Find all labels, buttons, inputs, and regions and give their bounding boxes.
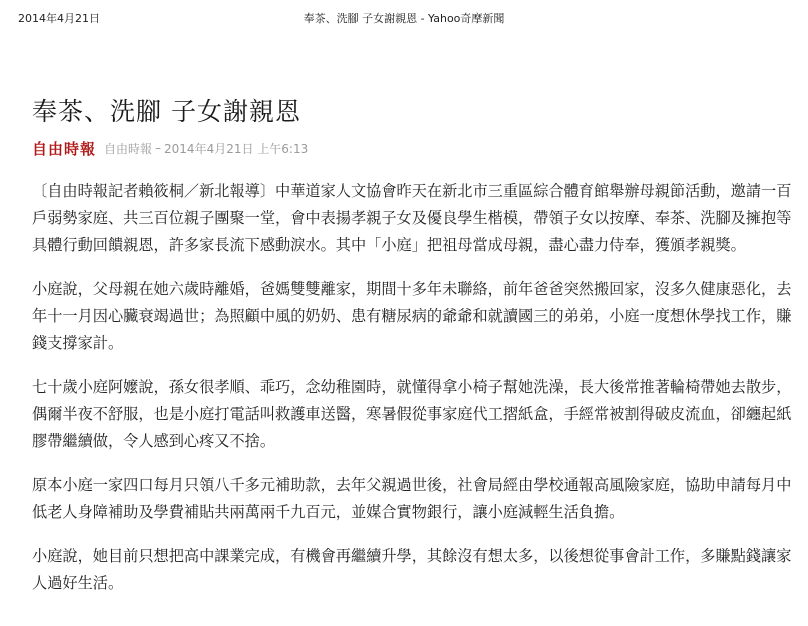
article-paragraph: 七十歲小庭阿嬤說，孫女很孝順、乖巧，念幼稚園時，就懂得拿小椅子幫她洗澡，長大後常推著輪椅帶她去散步，偶爾半夜不舒服，也是小庭打電話叫救護車送醫，寒暑假從事家庭代工摺紙盒，手經常被割得破皮流血，卻纏起紙膠帶繼續做，令人感到心疼又不捨。 bbox=[32, 378, 792, 450]
byline-source: 自由時報 bbox=[104, 141, 153, 156]
print-header bbox=[0, 6, 808, 24]
article bbox=[32, 94, 792, 614]
source-logo: 自由時報 bbox=[32, 139, 97, 158]
article-paragraph: 小庭說，父母親在她六歲時離婚，爸媽雙雙離家，期間十多年未聯絡，前年爸爸突然搬回家，沒多久健康惡化，去年十一月因心臟衰竭過世；為照顧中風的奶奶、患有糖尿病的爺爺和就讀國三的弟弟，小庭一度想休學找工作，賺錢支撐家計。 bbox=[32, 280, 792, 352]
article-paragraph: 小庭說，她目前只想把高中課業完成，有機會再繼續升學，其餘沒有想太多，以後想從事會計工作，多賺點錢讓家人過好生活。 bbox=[32, 547, 792, 592]
article-headline: 奉茶、洗腳 子女謝親恩 bbox=[32, 97, 301, 126]
article-paragraph: 〔自由時報記者賴筱桐／新北報導〕中華道家人文協會昨天在新北市三重區綜合體育館舉辦母親節活動，邀請一百戶弱勢家庭、共三百位親子團聚一堂，會中表揚孝親子女及優良學生楷模，帶領子女以按摩、奉茶、洗腳及擁抱等具體行動回饋親恩，許多家長流下感動淚水。其中「小庭」把祖母當成母親，盡心盡力侍奉，獲頒孝親獎。 bbox=[32, 182, 792, 254]
byline-time: 2014年4月21日 上午6:13 bbox=[164, 141, 309, 156]
article-body bbox=[32, 178, 792, 597]
print-date: 2014年4月21日 bbox=[18, 12, 100, 25]
article-paragraph: 原本小庭一家四口每月只領八千多元補助款，去年父親過世後，社會局經由學校通報高風險家庭，協助申請每月中低老人身障補助及學費補貼共兩萬兩千九百元，並媒合實物銀行，讓小庭減輕生活負擔。 bbox=[32, 476, 792, 521]
print-page-title: 奉茶、洗腳 子女謝親恩 - Yahoo奇摩新聞 bbox=[303, 12, 505, 25]
article-byline bbox=[32, 138, 792, 158]
byline-separator: – bbox=[155, 141, 162, 155]
